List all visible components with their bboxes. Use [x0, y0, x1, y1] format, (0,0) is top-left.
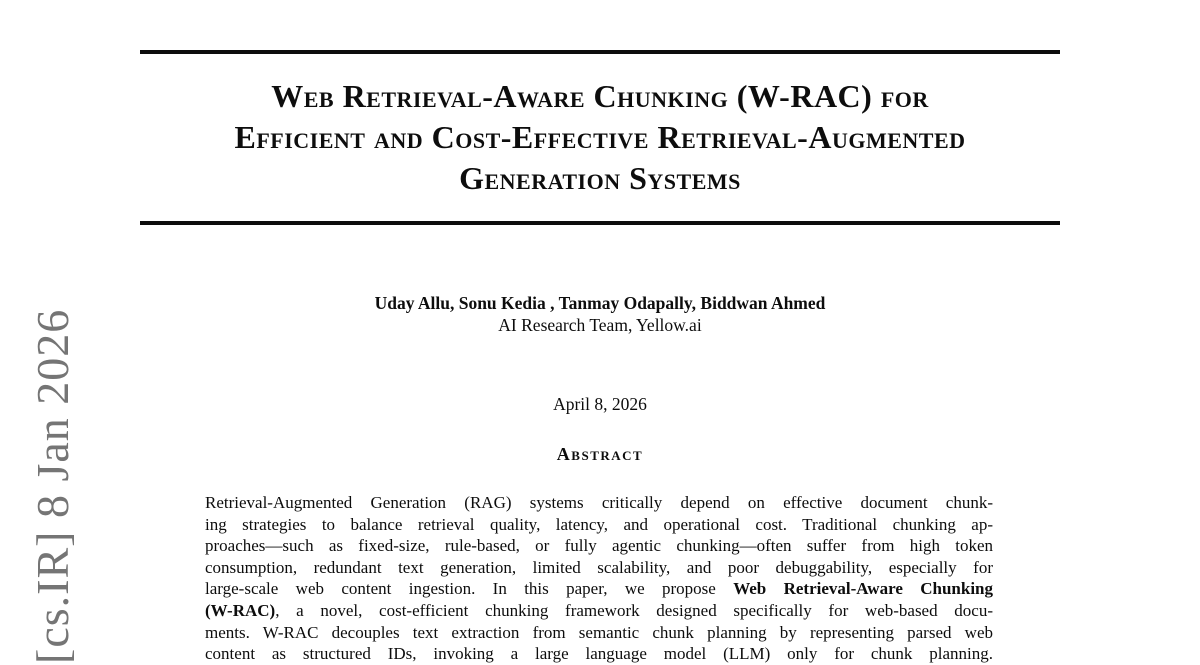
paper-title-line-1: Web Retrieval-Aware Chunking (W-RAC) for — [271, 78, 929, 114]
date-line: April 8, 2026 — [553, 394, 647, 414]
arxiv-category-stamp: [cs.IR] 8 Jan 2026 — [27, 308, 78, 664]
title-rule-top — [140, 50, 1060, 54]
abstract-line: ing strategies to balance retrieval quality, latency, and operational cost. Traditional chunking ap- — [205, 514, 993, 534]
abstract-line: proaches—such as fixed-size, rule-based, or fully agentic chunking—often suffer from high token — [205, 536, 993, 556]
abstract-line: (W-RAC), a novel, cost-efficient chunking framework designed specifically for web-based docu- — [205, 600, 993, 620]
paper-title-line-2: Efficient and Cost-Effective Retrieval-Augmented — [234, 119, 966, 155]
abstract-line: content as structured IDs, invoking a large language model (LLM) only for chunk planning. — [205, 644, 993, 664]
abstract-heading: Abstract — [556, 444, 644, 464]
authors-line: Uday Allu, Sonu Kedia , Tanmay Odapally, Biddwan Ahmed — [374, 293, 826, 313]
affiliation-line: AI Research Team, Yellow.ai — [498, 315, 702, 335]
title-rule-bottom — [140, 221, 1060, 225]
paper-title-line-3: Generation Systems — [459, 160, 741, 196]
abstract-body — [205, 492, 993, 665]
abstract-line: Retrieval-Augmented Generation (RAG) systems critically depend on effective document chunk- — [205, 493, 993, 512]
abstract-line: large-scale web content ingestion. In this paper, we propose Web Retrieval-Aware Chunking — [205, 579, 994, 599]
abstract-line: ments. W-RAC decouples text extraction from semantic chunk planning by representing parsed web — [205, 622, 993, 642]
abstract-line: consumption, redundant text generation, limited scalability, and poor debuggability, especially for — [205, 557, 993, 577]
paper-title — [140, 76, 1060, 199]
